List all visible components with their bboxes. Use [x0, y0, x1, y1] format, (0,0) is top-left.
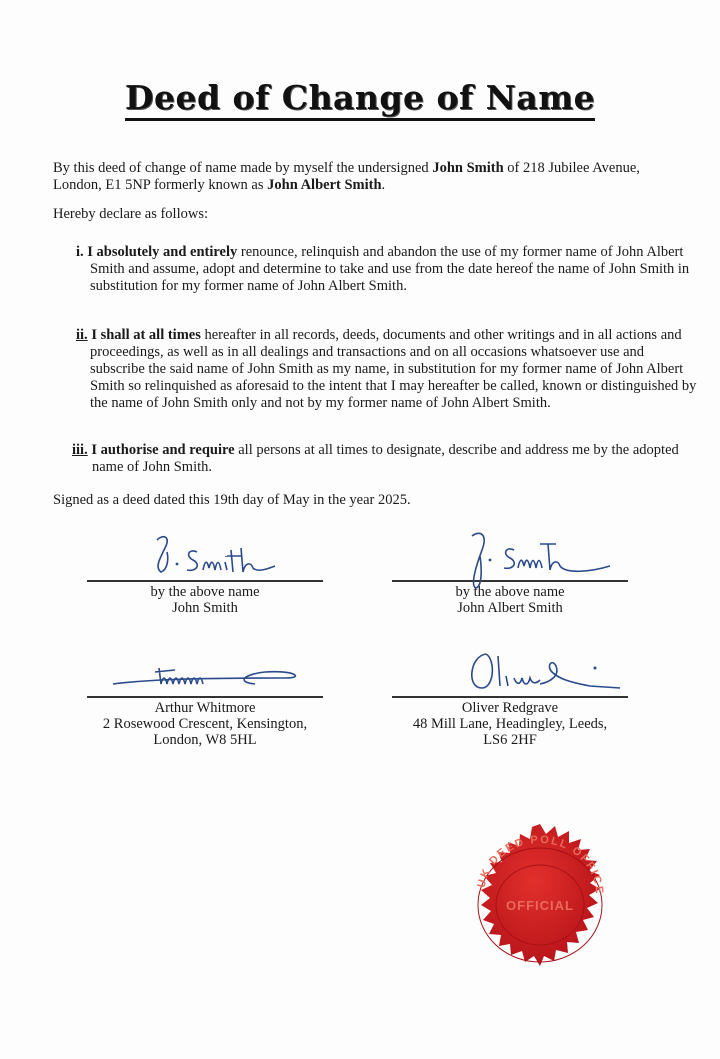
- signature-caption: by the above name: [150, 584, 260, 600]
- signature-line: [392, 696, 628, 698]
- witness-name: Arthur Whitmore: [154, 700, 256, 716]
- witness-address-line1: 2 Rosewood Crescent, Kensington,: [102, 716, 308, 732]
- svg-text:OFFICIAL: OFFICIAL: [506, 898, 574, 913]
- intro-paragraph: By this deed of change of name made by myself the undersigned John Smith of 218 Jubilee Avenue, London, E1 5NP formerly known as John Albert Smith.: [53, 160, 640, 193]
- signatory-name: John Albert Smith: [457, 600, 563, 616]
- witness-name: Oliver Redgrave: [461, 700, 559, 716]
- signature-line: [87, 696, 323, 698]
- clause-iii: iii. I authorise and require all persons at all times to designate, describe and address me by the adopted name of John Smith.: [72, 442, 679, 475]
- signature-oliver-redgrave-icon: [390, 636, 630, 696]
- signature-block-witness-oliver-redgrave: [390, 636, 630, 748]
- signature-line: [87, 580, 323, 582]
- signature-arthur-whitmore-icon: [85, 636, 325, 696]
- former-name: John Albert Smith: [267, 177, 382, 193]
- signature-line: [392, 580, 628, 582]
- clause-i: i. I absolutely and entirely renounce, relinquish and abandon the use of my former name of John Albert Smith and assume, adopt and determine to take and use from the date hereof the name of John Smith in substitution for my former name of John Albert Smith.: [76, 244, 690, 294]
- official-seal: [452, 812, 628, 978]
- document-title: Deed of Change of Name: [0, 78, 720, 117]
- signature-john-albert-smith-icon: [390, 520, 630, 580]
- declaration-heading: Hereby declare as follows:: [53, 206, 209, 222]
- witness-address-line1: 48 Mill Lane, Headingley, Leeds,: [412, 716, 608, 732]
- signature-block-john-smith: [85, 520, 325, 616]
- signature-caption: by the above name: [455, 584, 565, 600]
- clause-ii: ii. I shall at all times hereafter in all records, deeds, documents and other writings and in all actions and proceedings, as well as in all dealings and transactions and on all occasions whatsoever use and subscribe the said name of John Smith as my name, in substitution for my former name of John Albert Smith so relinquished as aforesaid to the intent that I may hereafter be called, known or distinguished by the name of John Smith only and not by my former name of John Albert Smith.: [76, 327, 697, 411]
- witness-address-line2: LS6 2HF: [483, 732, 537, 748]
- new-name: John Smith: [432, 160, 504, 176]
- signature-block-john-albert-smith: [390, 520, 630, 616]
- signed-statement: Signed as a deed dated this 19th day of May in the year 2025.: [53, 492, 411, 508]
- witness-address-line2: London, W8 5HL: [153, 732, 257, 748]
- svg-text:UK DEED POLL OFFICE: UK DEED POLL OFFICE: [475, 833, 606, 896]
- signature-john-smith-icon: [85, 520, 325, 580]
- signature-block-witness-arthur-whitmore: [85, 636, 325, 748]
- signatory-name: John Smith: [172, 600, 238, 616]
